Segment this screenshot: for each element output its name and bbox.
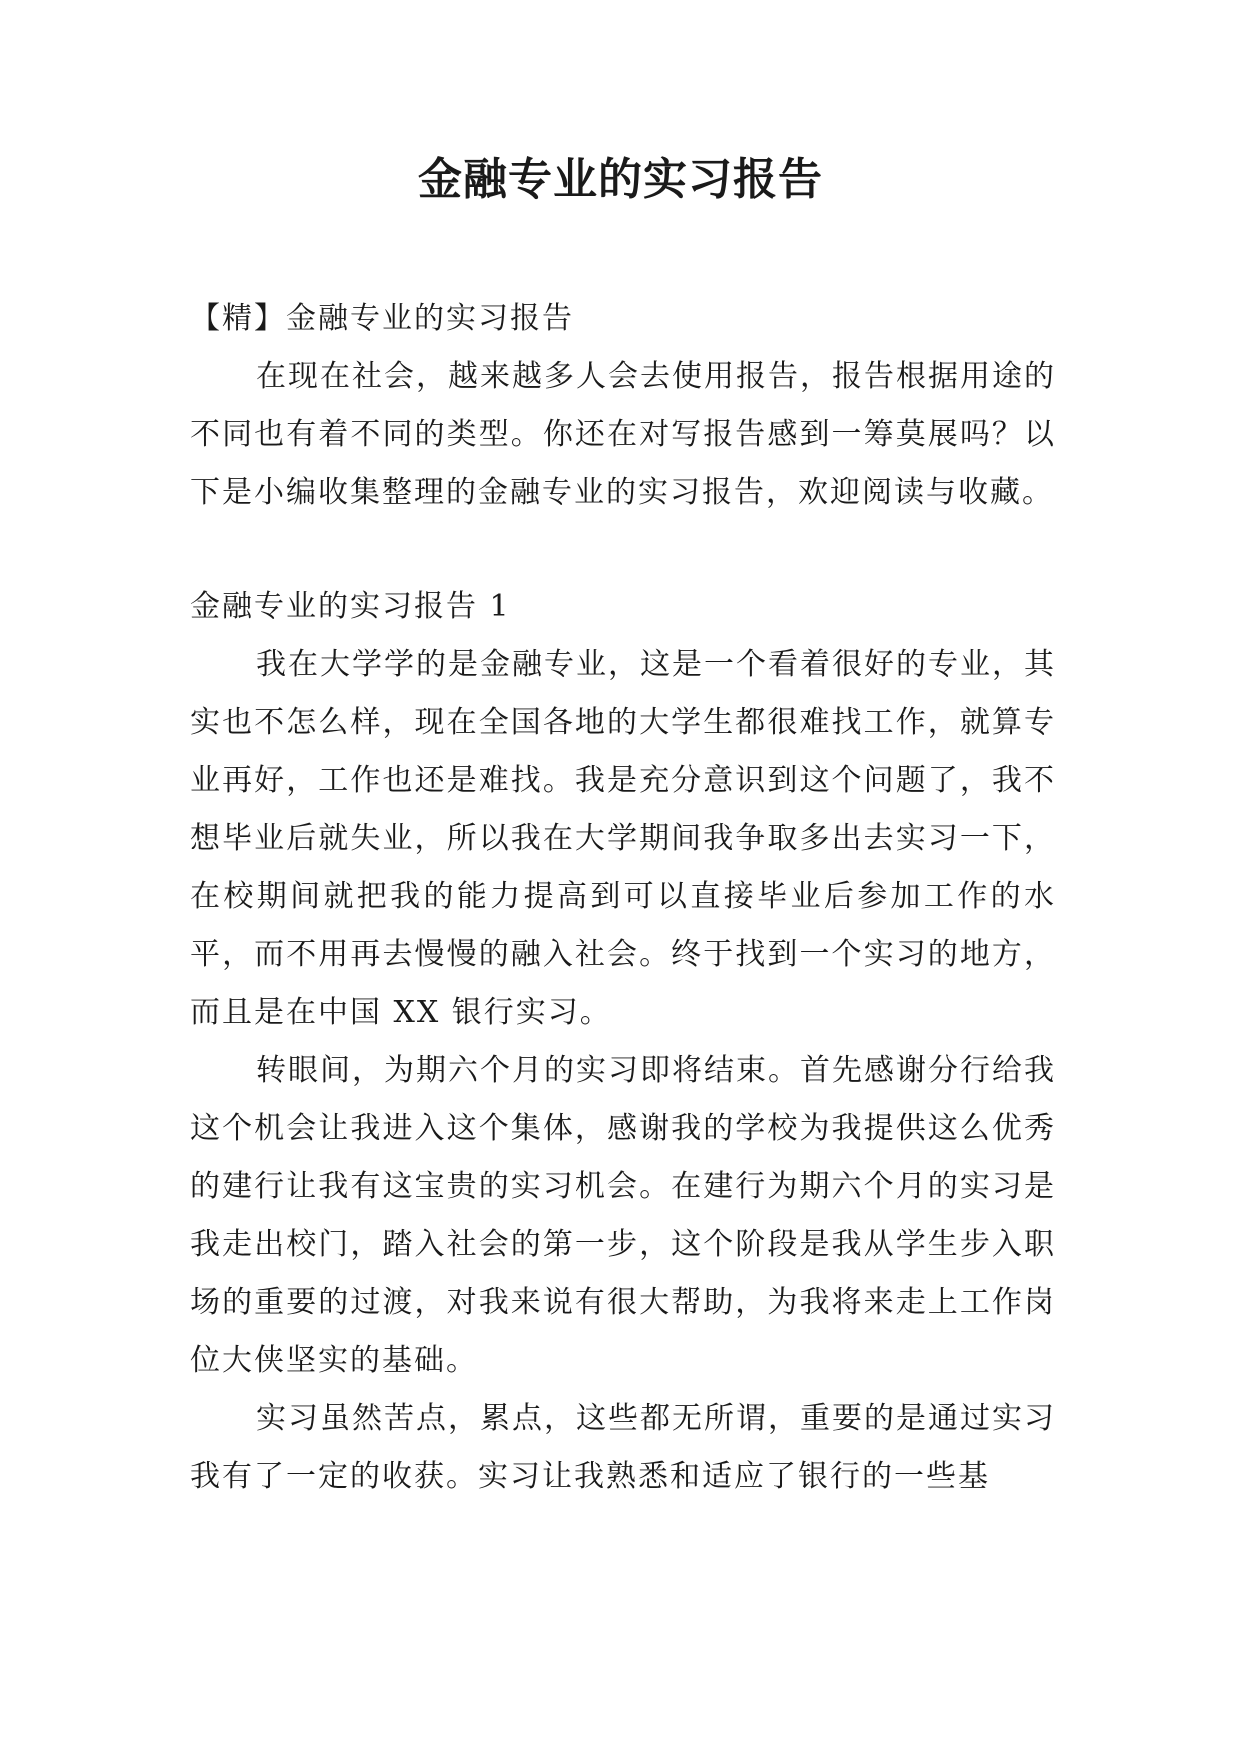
intro-paragraph: 在现在社会，越来越多人会去使用报告，报告根据用途的不同也有着不同的类型。你还在对写报告感到一筹莫展吗？以下是小编收集整理的金融专业的实习报告，欢迎阅读与收藏。 (190, 359, 1056, 510)
body-paragraph: 实习虽然苦点，累点，这些都无所谓，重要的是通过实习我有了一定的收获。实习让我熟悉和适应了银行的一些基 (190, 1401, 1056, 1494)
document-title: 金融专业的实习报告 (418, 154, 823, 205)
body-paragraph: 转眼间，为期六个月的实习即将结束。首先感谢分行给我这个机会让我进入这个集体，感谢我的学校为我提供这么优秀的建行让我有这宝贵的实习机会。在建行为期六个月的实习是我走出校门，踏入社会的第一步，这个阶段是我从学生步入职场的重要的过渡，对我来说有很大帮助，为我将来走上工作岗位大侠坚实的基础。 (190, 1053, 1056, 1378)
document-body (190, 290, 1056, 1506)
intro-heading: 【精】金融专业的实习报告 (190, 301, 574, 336)
body-paragraph: 我在大学学的是金融专业，这是一个看着很好的专业，其实也不怎么样，现在全国各地的大学生都很难找工作，就算专业再好，工作也还是难找。我是充分意识到这个问题了，我不想毕业后就失业，所以我在大学期间我争取多出去实习一下，在校期间就把我的能力提高到可以直接毕业后参加工作的水平，而不用再去慢慢的融入社会。终于找到一个实习的地方，而且是在中国 XX 银行实习。 (190, 647, 1056, 1030)
section-heading: 金融专业的实习报告 1 (190, 589, 511, 624)
paragraph-spacer (190, 522, 1056, 578)
